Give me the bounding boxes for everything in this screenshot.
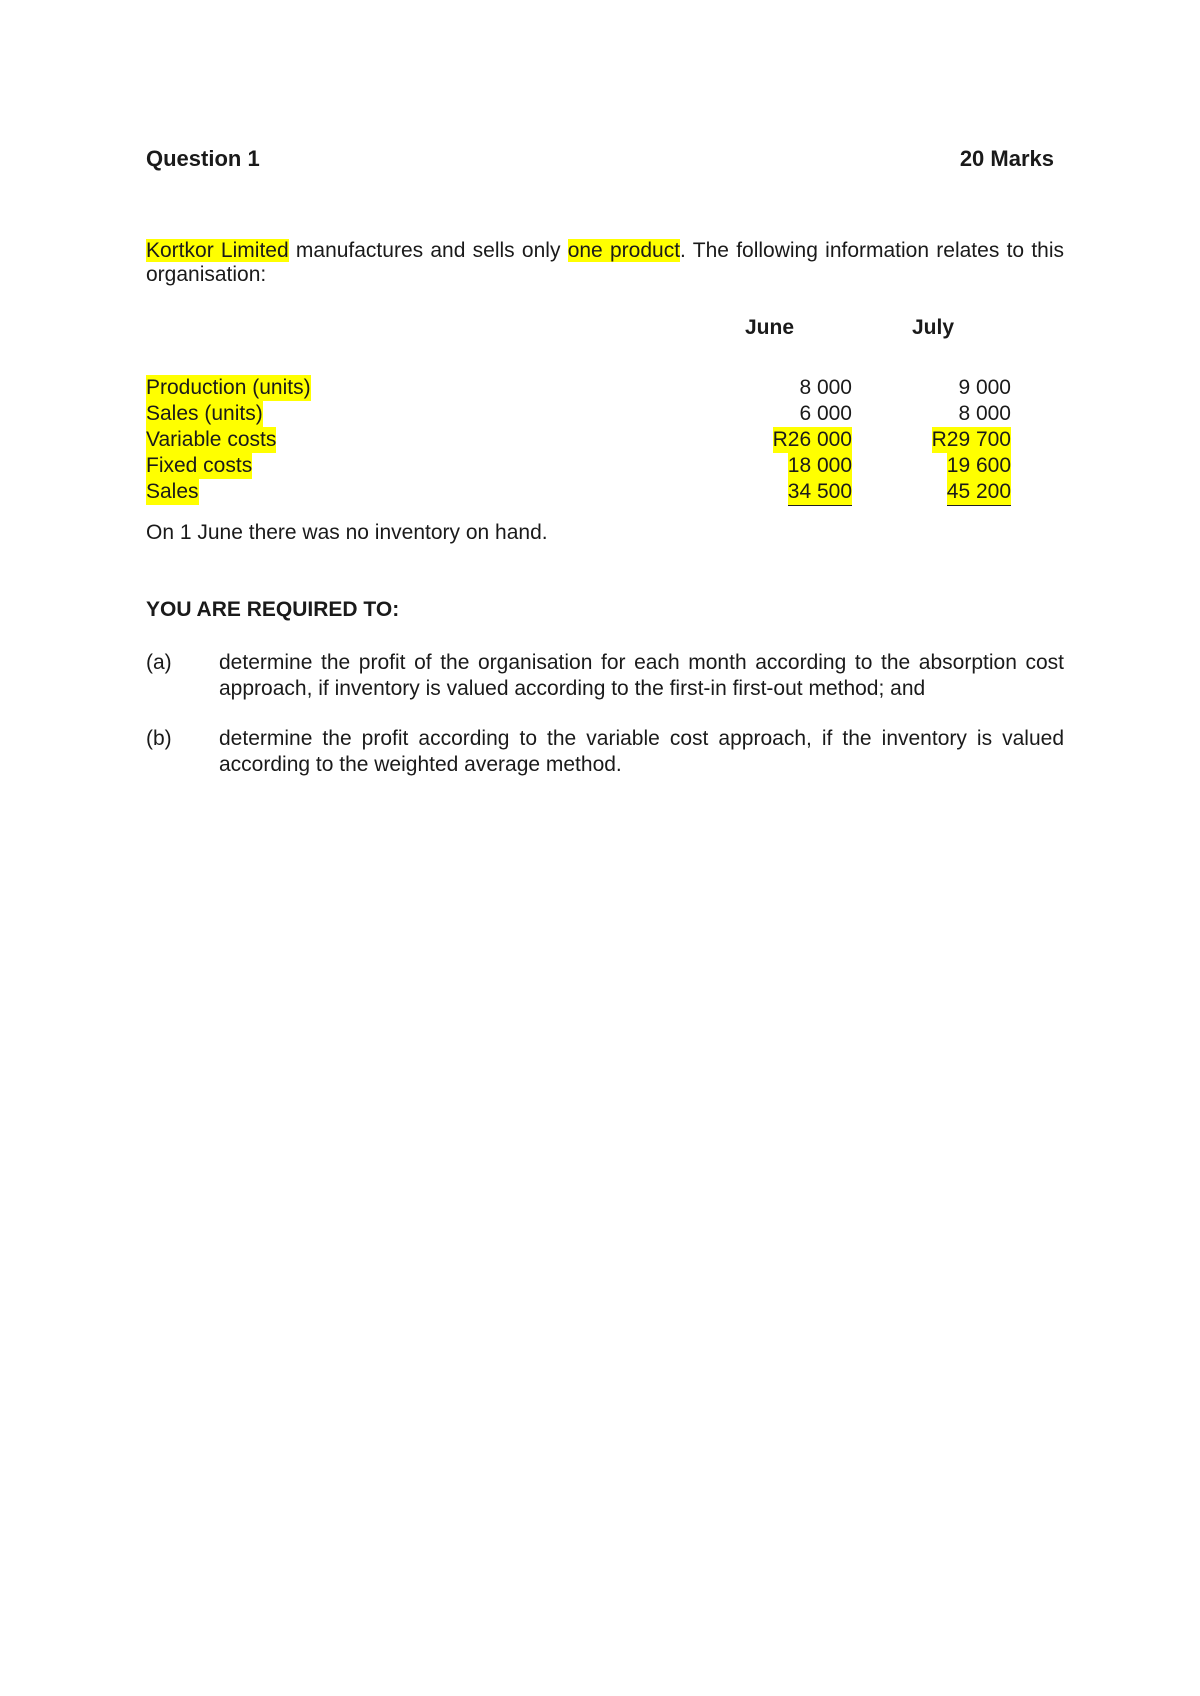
table-row (0, 427, 1200, 453)
company-name: Kortkor Limited (146, 239, 289, 262)
intro-text-1: manufactures and sells only (288, 239, 568, 262)
july-value: 45 200 (947, 479, 1011, 506)
july-value: R29 700 (931, 428, 1011, 451)
inventory-note: On 1 June there was no inventory on hand. (146, 521, 548, 544)
intro-paragraph (146, 239, 1064, 287)
question-marks: 20 Marks (959, 146, 1054, 171)
required-item-b (146, 726, 1064, 778)
table-row (0, 401, 1200, 427)
june-value: R26 000 (772, 428, 852, 451)
item-text: determine the profit according to the variable cost approach, if the inventory is valued according to the weighted average method. (219, 727, 1064, 776)
row-label: Sales (146, 480, 199, 503)
question-title: Question 1 (146, 146, 260, 171)
july-value: 8 000 (934, 401, 1011, 428)
table-row (0, 453, 1200, 479)
july-value: 9 000 (958, 376, 1011, 399)
intro-text-2: . The following information relates to this organisation: (146, 239, 1065, 286)
item-marker: (b) (146, 727, 172, 750)
column-header-july: July (912, 316, 955, 339)
june-value: 34 500 (788, 479, 852, 506)
item-text: determine the profit of the organisation for each month according to the absorption cost approach, if inventory is valued according to the first-in first-out method; and (219, 651, 1064, 700)
item-marker: (a) (146, 651, 172, 674)
row-label: Sales (units) (146, 402, 263, 425)
required-heading: YOU ARE REQUIRED TO: (146, 598, 400, 621)
table-row (0, 375, 1200, 401)
column-header-june: June (745, 316, 795, 339)
table-row (0, 479, 1200, 505)
june-value: 6 000 (775, 401, 852, 428)
row-label: Fixed costs (146, 454, 253, 477)
june-value: 8 000 (799, 376, 852, 399)
row-label: Variable costs (146, 428, 277, 451)
product-highlight: one product (567, 239, 681, 262)
required-item-a (146, 650, 1064, 702)
june-value: 18 000 (787, 454, 852, 477)
july-value: 19 600 (946, 454, 1011, 477)
row-label: Production (units) (146, 376, 311, 399)
